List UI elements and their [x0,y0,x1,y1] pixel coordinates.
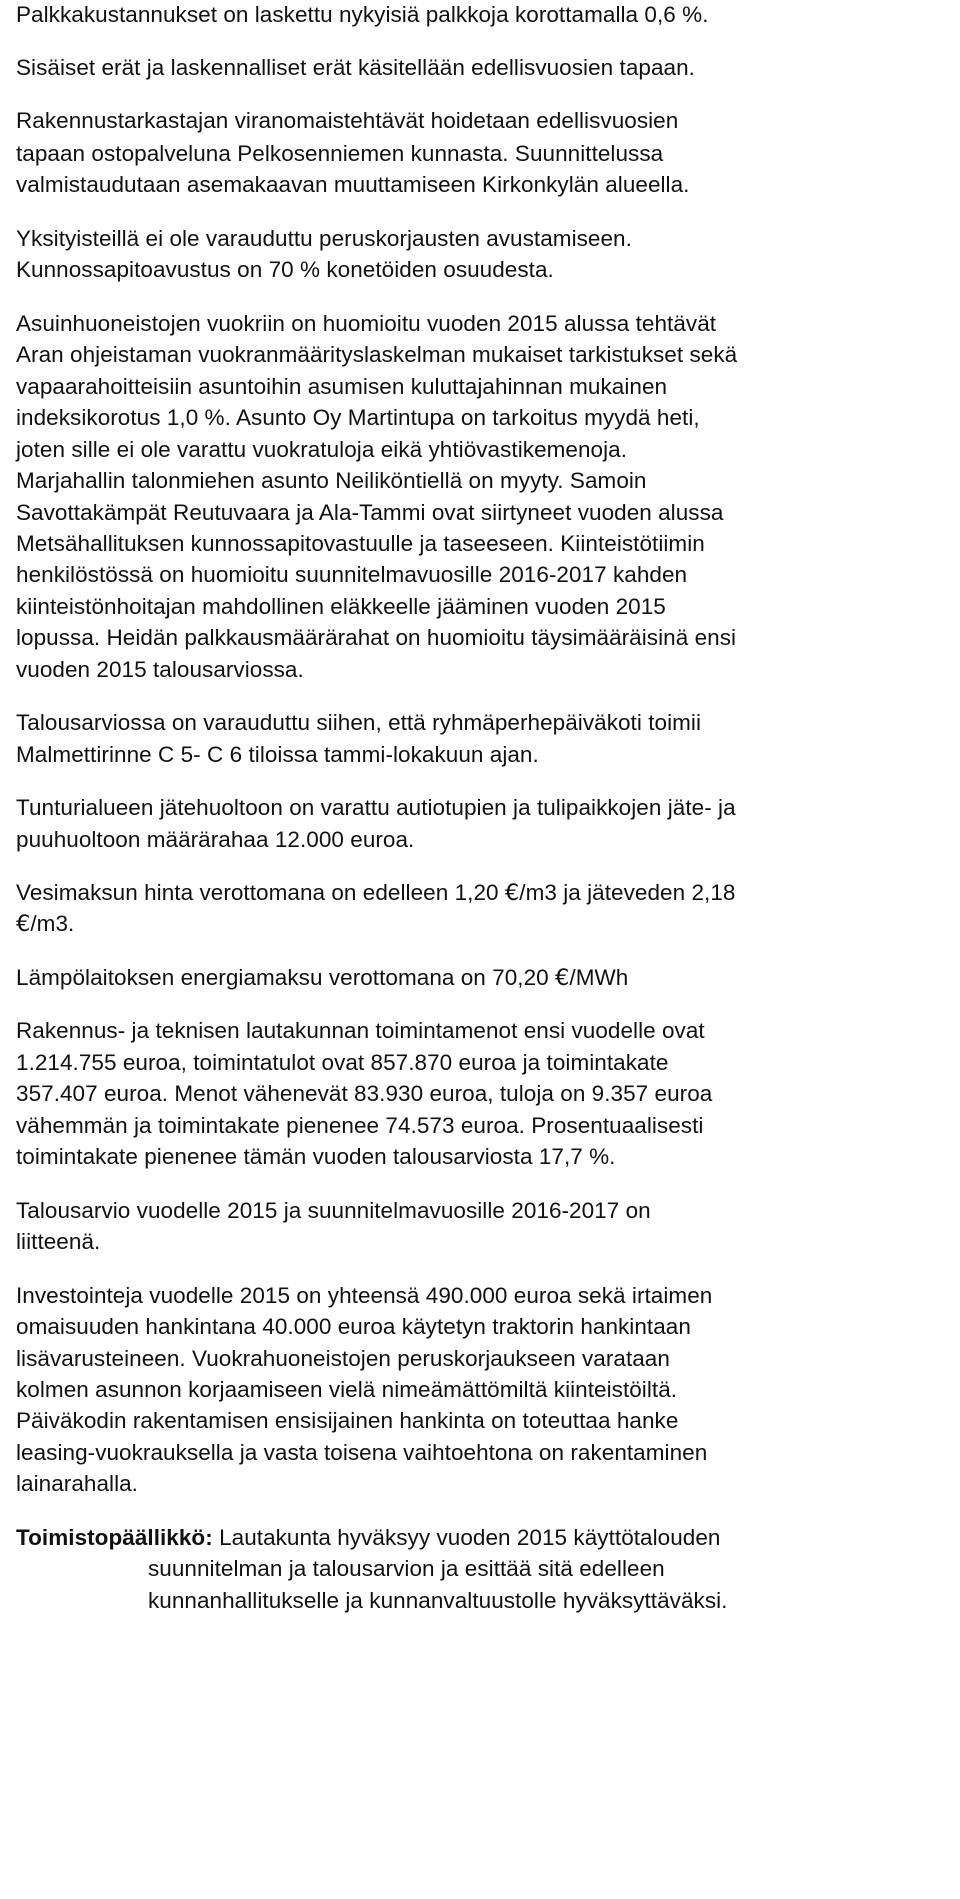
text-line: joten sille ei ole varattu vuokratuloja eikä yhtiövastikemenoja. [16,437,628,462]
text-line: Päiväkodin rakentamisen ensisijainen hankinta on toteuttaa hanke [16,1408,679,1433]
text-line: Metsähallituksen kunnossapitovastuulle ja taseeseen. Kiinteistötiimin [16,531,705,556]
text-line [16,1523,721,1553]
role-label: Toimistopäällikkö: [16,1525,213,1550]
text-line: Malmettirinne C 5- C 6 tiloissa tammi-lokakuun ajan. [16,742,539,767]
text-line: Savottakämpät Reutuvaara ja Ala-Tammi ovat siirtyneet vuoden alussa [16,500,724,525]
text-line: Investointeja vuodelle 2015 on yhteensä 490.000 euroa sekä irtaimen [16,1283,713,1308]
text-line: Asuinhuoneistojen vuokriin on huomioitu vuoden 2015 alussa tehtävät [16,311,717,336]
text-line: suunnitelman ja talousarvion ja esittää sitä edelleen [148,1556,665,1581]
text-line: vuoden 2015 talousarviossa. [16,657,304,682]
text-line: Tunturialueen jätehuoltoon on varattu autiotupien ja tulipaikkojen jäte- ja [16,795,736,820]
text-line: Talousarvio vuodelle 2015 ja suunnitelmavuosille 2016-2017 on [16,1198,651,1223]
text-line: Aran ohjeistaman vuokranmäärityslaskelman mukaiset tarkistukset sekä [16,342,738,367]
text-segment: /m3. [30,911,75,936]
text-segment: Lautakunta hyväksyy vuoden 2015 käyttötalouden [219,1525,721,1550]
text-line: puuhuoltoon määrärahaa 12.000 euroa. [16,827,415,852]
text-line: 357.407 euroa. Menot vähenevät 83.930 euroa, tuloja on 9.357 euroa [16,1081,713,1106]
text-line: liitteenä. [16,1229,101,1254]
text-line: Rakennus- ja teknisen lautakunnan toimintamenot ensi vuodelle ovat [16,1018,705,1043]
text-line: Palkkakustannukset on laskettu nykyisiä palkkoja korottamalla 0,6 %. [16,2,709,27]
text-line: omaisuuden hankintana 40.000 euroa käytetyn traktorin hankintaan [16,1314,691,1339]
text-line: vapaarahoitteisiin asuntoihin asumisen kuluttajahinnan mukainen [16,374,668,399]
text-line: vähemmän ja toimintakate pienenee 74.573 euroa. Prosentuaalisesti [16,1113,704,1138]
euro-symbol: € [555,965,570,991]
text-line: toimintakate pienenee tämän vuoden talousarviosta 17,7 %. [16,1144,616,1169]
text-line: henkilöstössä on huomioitu suunnitelmavuosille 2016-2017 kahden [16,562,688,587]
text-segment: /MWh [569,965,629,990]
text-line [16,963,628,993]
text-line: Yksityisteillä ei ole varauduttu peruskorjausten avustamiseen. [16,226,632,251]
text-segment: Lämpölaitoksen energiamaksu verottomana on 70,20 [16,965,549,990]
text-line: tapaan ostopalveluna Pelkosenniemen kunnasta. Suunnittelussa [16,141,664,166]
text-line: 1.214.755 euroa, toimintatulot ovat 857.870 euroa ja toimintakate [16,1050,669,1075]
text-line: Kunnossapitoavustus on 70 % konetöiden osuudesta. [16,257,554,282]
text-line: Sisäiset erät ja laskennalliset erät käsitellään edellisvuosien tapaan. [16,55,695,80]
euro-symbol: € [504,880,520,906]
text-line: kiinteistönhoitajan mahdollinen eläkkeelle jääminen vuoden 2015 [16,594,666,619]
text-line: leasing-vuokrauksella ja vasta toisena vaihtoehtona on rakentaminen [16,1440,708,1465]
text-line: lopussa. Heidän palkkausmäärärahat on huomioitu täysimääräisinä ensi [16,625,737,650]
text-line: Marjahallin talonmiehen asunto Neiliköntiellä on myyty. Samoin [16,468,647,493]
euro-symbol: € [16,911,31,937]
text-line: lisävarusteineen. Vuokrahuoneistojen peruskorjaukseen varataan [16,1346,670,1371]
text-line [16,878,735,908]
text-line: Talousarviossa on varauduttu siihen, että ryhmäperhepäiväkoti toimii [16,710,702,735]
text-segment: /m3 ja jäteveden 2,18 [519,880,736,905]
text-line: lainarahalla. [16,1471,138,1496]
text-line: kolmen asunnon korjaamiseen vielä nimeämättömiltä kiinteistöiltä. [16,1377,678,1402]
text-line: valmistaudutaan asemakaavan muuttamiseen Kirkonkylän alueella. [16,172,690,197]
text-line: Rakennustarkastajan viranomaistehtävät hoidetaan edellisvuosien [16,108,679,133]
text-line [16,909,74,939]
text-segment: Vesimaksun hinta verottomana on edelleen 1,20 [16,880,499,905]
text-line: kunnanhallitukselle ja kunnanvaltuustolle hyväksyttäväksi. [148,1588,728,1613]
text-line: indeksikorotus 1,0 %. Asunto Oy Martintupa on tarkoitus myydä heti, [16,405,700,430]
